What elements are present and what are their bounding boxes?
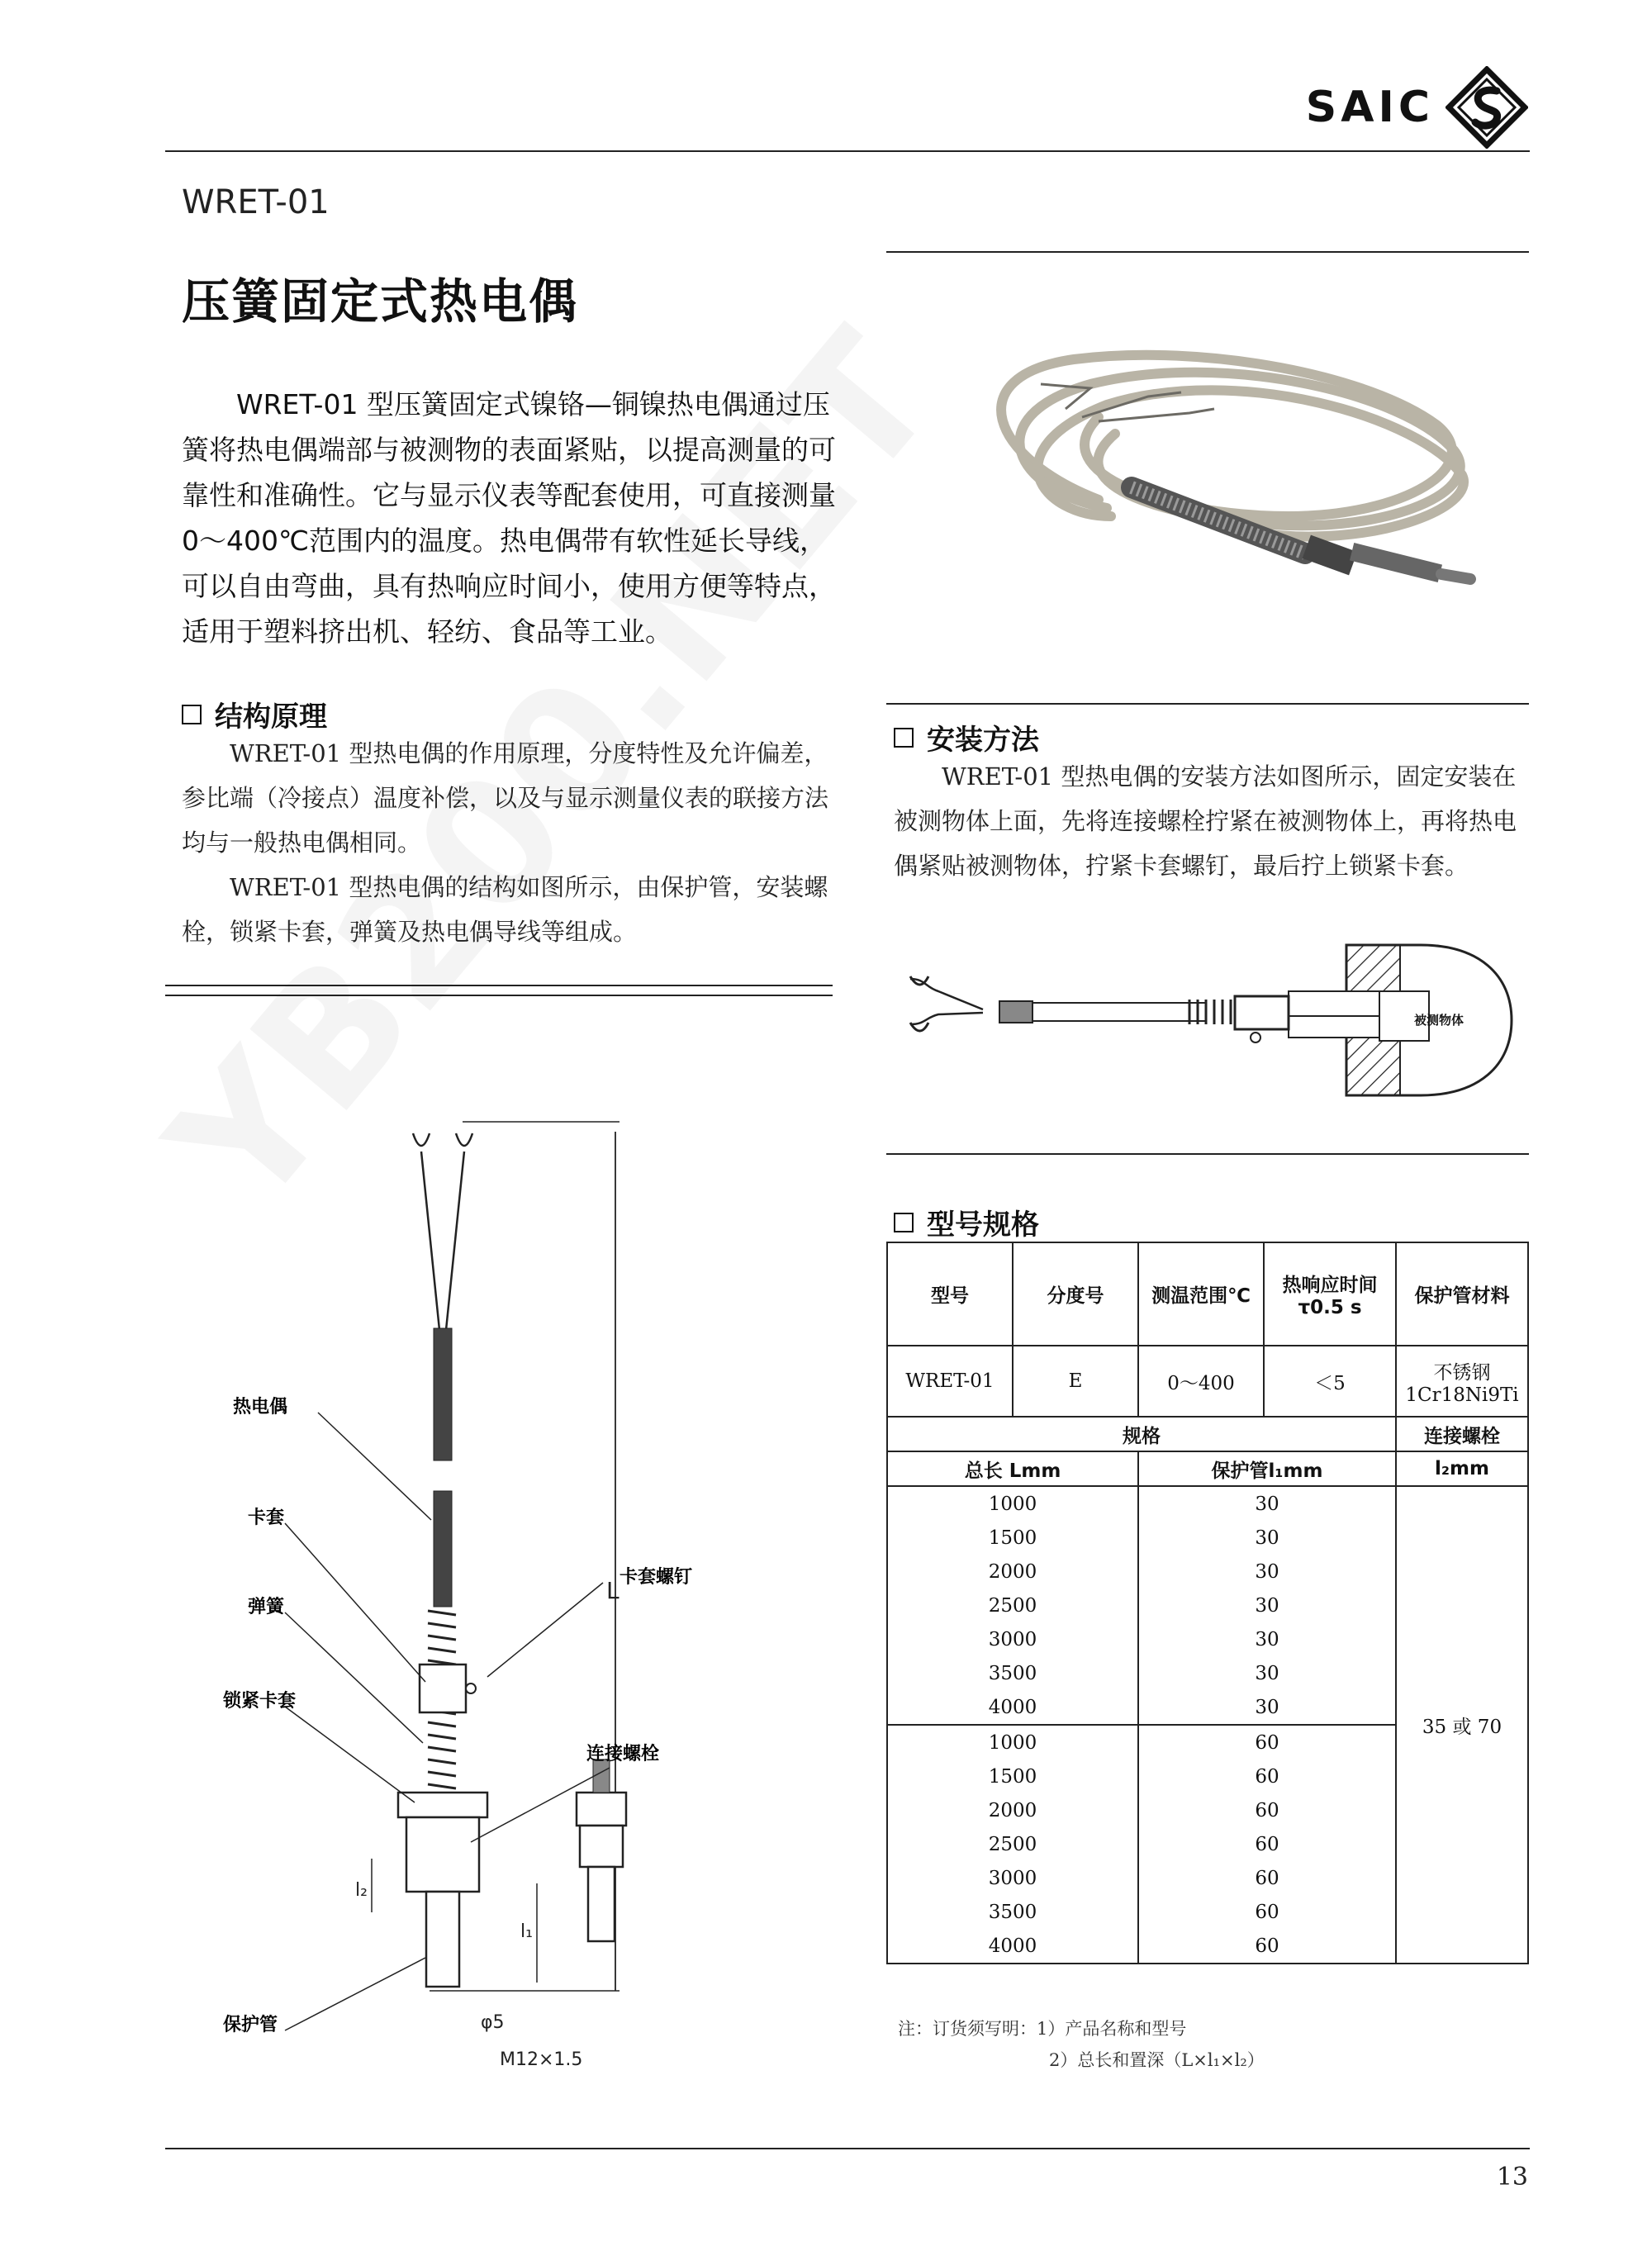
- cell-tube-length: 30: [1138, 1656, 1396, 1690]
- header-rule: [165, 150, 1530, 152]
- left-divider-1: [165, 985, 833, 986]
- spec-group-row: [887, 1417, 1528, 1451]
- cell-total-length: 3500: [887, 1895, 1138, 1929]
- label-ferrule-screw: 卡套螺钉: [620, 1567, 693, 1588]
- cell-total-length: 3000: [887, 1861, 1138, 1895]
- cell-graduation: E: [1013, 1346, 1138, 1417]
- brand-logo: [1306, 66, 1528, 149]
- tube-label: 保护管l₁mm: [1138, 1451, 1396, 1486]
- page-number: 13: [1496, 2163, 1528, 2192]
- label-thermocouple: 热电偶: [233, 1397, 288, 1418]
- cell-total-length: 1000: [887, 1486, 1138, 1521]
- intro-paragraph: WRET-01 型压簧固定式镍铬—铜镍热电偶通过压簧将热电偶端部与被测物的表面紧贴，以提高测量的可靠性和准确性。它与显示仪表等配套使用，可直接测量0～400℃范围内的温度。热电偶带有软性延长导线，可以自由弯曲，具有热响应时间小，使用方便等特点，适用于塑料挤出机、轻纺、食品等工业。: [182, 388, 836, 648]
- cell-total-length: 4000: [887, 1690, 1138, 1725]
- bolt-label: 连接螺栓: [1396, 1417, 1528, 1451]
- label-connecting-bolt: 连接螺栓: [586, 1744, 660, 1764]
- material-line-2: 1Cr18Ni9Ti: [1405, 1384, 1519, 1406]
- cell-bolt-value: 35 或 70: [1396, 1486, 1528, 1964]
- installation-diagram: [909, 942, 1520, 1099]
- label-dim-l1: l₁: [520, 1921, 533, 1942]
- cell-total-length: 2500: [887, 1589, 1138, 1622]
- cell-tube-length: 60: [1138, 1759, 1396, 1793]
- cell-tube-length: 60: [1138, 1827, 1396, 1861]
- footer-rule: [165, 2148, 1530, 2149]
- measured-object-label: 被测物体: [1414, 1013, 1464, 1028]
- saic-emblem-icon: [1446, 66, 1528, 149]
- cell-material: [1396, 1346, 1528, 1417]
- cell-total-length: 3500: [887, 1656, 1138, 1690]
- checkbox-square-icon: [894, 1213, 914, 1232]
- model-code-heading: WRET-01: [182, 183, 330, 221]
- order-note-2: 2）总长和置深（L×l₁×l₂）: [1049, 2050, 1265, 2070]
- length-row: [887, 1486, 1528, 1521]
- cell-total-length: 2500: [887, 1827, 1138, 1861]
- col-material: 保护管材料: [1396, 1242, 1528, 1346]
- label-spring: 弹簧: [248, 1597, 285, 1617]
- cell-tube-length: 30: [1138, 1622, 1396, 1656]
- cell-total-length: 1000: [887, 1725, 1138, 1759]
- spec-data-row: [887, 1346, 1528, 1417]
- checkbox-square-icon: [182, 705, 202, 724]
- spec-table: [886, 1242, 1529, 1964]
- cell-tube-length: 60: [1138, 1793, 1396, 1827]
- brand-name: SAIC: [1305, 83, 1434, 132]
- spec-top-rule: [886, 1153, 1529, 1155]
- install-heading: [894, 717, 1039, 757]
- product-photo: [942, 326, 1520, 624]
- cell-tube-length: 30: [1138, 1521, 1396, 1555]
- cell-range: 0～400: [1138, 1346, 1264, 1417]
- structure-diagram: [223, 1115, 818, 2082]
- cell-tube-length: 60: [1138, 1929, 1396, 1964]
- cell-total-length: 1500: [887, 1521, 1138, 1555]
- cell-total-length: 2000: [887, 1793, 1138, 1827]
- label-thread: M12×1.5: [500, 2049, 583, 2070]
- photo-top-rule: [886, 251, 1529, 253]
- cell-total-length: 1500: [887, 1759, 1138, 1793]
- structure-heading: [182, 694, 327, 734]
- label-ferrule: 卡套: [248, 1508, 285, 1528]
- cell-tube-length: 30: [1138, 1486, 1396, 1521]
- spec-heading: [894, 1202, 1039, 1242]
- cell-model: WRET-01: [887, 1346, 1013, 1417]
- cell-tube-length: 30: [1138, 1589, 1396, 1622]
- install-top-rule: [886, 703, 1529, 705]
- cell-total-length: 2000: [887, 1555, 1138, 1589]
- col-graduation: 分度号: [1013, 1242, 1138, 1346]
- cell-tube-length: 60: [1138, 1895, 1396, 1929]
- cell-response: ＜5: [1264, 1346, 1396, 1417]
- left-divider-2: [165, 995, 833, 996]
- length-rows: [887, 1486, 1528, 1964]
- spec-label: 规格: [887, 1417, 1396, 1451]
- material-line-1: 不锈钢: [1433, 1361, 1491, 1384]
- spec-subheader-row: [887, 1451, 1528, 1486]
- label-length: L: [606, 1577, 620, 1604]
- col-model: 型号: [887, 1242, 1013, 1346]
- install-text: WRET-01 型热电偶的安装方法如图所示，固定安装在被测物体上面，先将连接螺栓拧紧在被测物体上，再将热电偶紧贴被测物体，拧紧卡套螺钉，最后拧上锁紧卡套。: [894, 762, 1517, 880]
- bolt-unit: l₂mm: [1396, 1451, 1528, 1486]
- label-diameter: φ5: [481, 2012, 505, 2033]
- label-protection-tube: 保护管: [223, 2015, 278, 2035]
- order-note-1: 注：订货须写明：1）产品名称和型号: [898, 2019, 1187, 2039]
- page-title: 压簧固定式热电偶: [182, 273, 579, 330]
- cell-tube-length: 60: [1138, 1725, 1396, 1759]
- checkbox-square-icon: [894, 728, 914, 748]
- structure-paragraph-1: WRET-01 型热电偶的作用原理，分度特性及允许偏差，参比端（冷接点）温度补偿，以及与显示测量仪表的联接方法均与一般热电偶相同。: [182, 739, 829, 857]
- cell-total-length: 4000: [887, 1929, 1138, 1964]
- col-range: 测温范围℃: [1138, 1242, 1264, 1346]
- spec-heading-label: 型号规格: [927, 1209, 1039, 1242]
- length-label: 总长 Lmm: [887, 1451, 1138, 1486]
- install-heading-label: 安装方法: [927, 724, 1039, 757]
- spec-header-row: [887, 1242, 1528, 1346]
- label-dim-l2: l₂: [355, 1880, 368, 1901]
- label-lock-ferrule: 锁紧卡套: [223, 1691, 297, 1712]
- cell-tube-length: 30: [1138, 1690, 1396, 1725]
- cell-tube-length: 60: [1138, 1861, 1396, 1895]
- col-response: 热响应时间τ0.5 s: [1264, 1242, 1396, 1346]
- cell-tube-length: 30: [1138, 1555, 1396, 1589]
- structure-paragraph-2: WRET-01 型热电偶的结构如图所示，由保护管，安装螺栓，锁紧卡套，弹簧及热电偶导线等组成。: [182, 873, 828, 946]
- structure-heading-label: 结构原理: [215, 700, 327, 734]
- structure-text: [182, 731, 843, 954]
- cell-total-length: 3000: [887, 1622, 1138, 1656]
